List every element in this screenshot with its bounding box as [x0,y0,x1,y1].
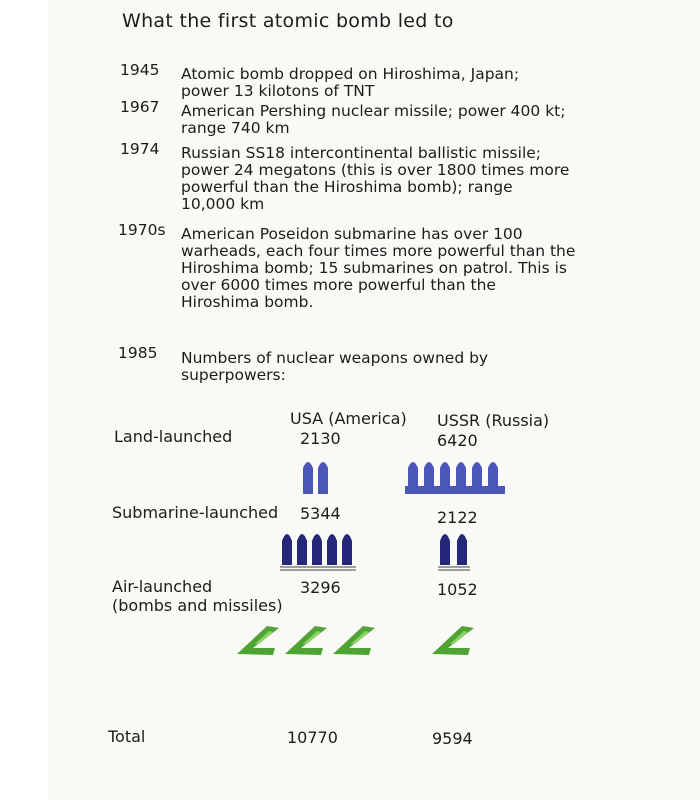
row-label-land: Land-launched [114,427,233,446]
ussr-air-value: 1052 [437,580,478,599]
land-missile-icon [424,462,434,494]
usa-total-value: 10770 [287,728,338,747]
land-missile-icon [472,462,482,494]
timeline-year: 1985 [118,344,158,362]
timeline-text: American Pershing nuclear missile; power 400 kt; range 740 km [181,102,566,137]
timeline-year: 1974 [120,140,160,158]
ussr-submarine-missiles [438,527,472,571]
usa-submarine-missiles [280,527,360,571]
land-missile-icon [456,462,466,494]
water-line [280,567,356,570]
usa-land-missiles [300,456,340,496]
ussr-column-header: USSR (Russia) [437,411,550,430]
ussr-total-value: 9594 [432,729,473,748]
submarine-missile-icon [342,534,352,565]
page-title: What the first atomic bomb led to [122,10,454,32]
usa-land-value: 2130 [300,429,341,448]
submarine-missile-icon [440,534,450,565]
submarine-missile-icon [297,534,307,565]
ussr-submarine-value: 2122 [437,508,478,527]
ussr-land-value: 6420 [437,431,478,450]
submarine-missile-icon [457,534,467,565]
timeline-year: 1967 [120,98,160,116]
submarine-missile-icon [282,534,292,565]
land-missile-icon [303,462,313,494]
air-missile-icon [333,626,375,655]
air-missile-icon [432,626,474,655]
timeline-year: 1970s [118,221,166,239]
usa-air-value: 3296 [300,578,341,597]
land-missile-icon [440,462,450,494]
air-missile-icon [237,626,279,655]
ussr-air-missiles [430,622,480,658]
row-label-submarine: Submarine-launched [112,503,279,522]
air-missile-icon [285,626,327,655]
timeline-text: Atomic bomb dropped on Hiroshima, Japan; power 13 kilotons of TNT [181,65,520,100]
ussr-land-missiles [405,456,505,496]
submarine-missile-icon [327,534,337,565]
usa-air-missiles [235,622,385,658]
row-label-air: Air-launched (bombs and missiles) [112,577,283,615]
usa-column-header: USA (America) [290,409,407,428]
land-missile-icon [408,462,418,494]
total-label: Total [108,727,146,746]
submarine-missile-icon [312,534,322,565]
timeline-text: Russian SS18 intercontinental ballistic missile; power 24 megatons (this is over 1800 times more powerful than the Hiroshima bomb); range 10,000 km [181,144,570,213]
timeline-text: Numbers of nuclear weapons owned by superpowers: [181,349,489,384]
land-missile-icon [318,462,328,494]
timeline-year: 1945 [120,61,160,79]
land-missile-icon [488,462,498,494]
water-line [438,567,470,570]
timeline-text: American Poseidon submarine has over 100 warheads, each four times more powerful than the Hiroshima bomb; 15 submarines on patrol. This is over 6000 times more powerful than the Hiroshima bomb. [181,225,576,311]
usa-submarine-value: 5344 [300,504,341,523]
